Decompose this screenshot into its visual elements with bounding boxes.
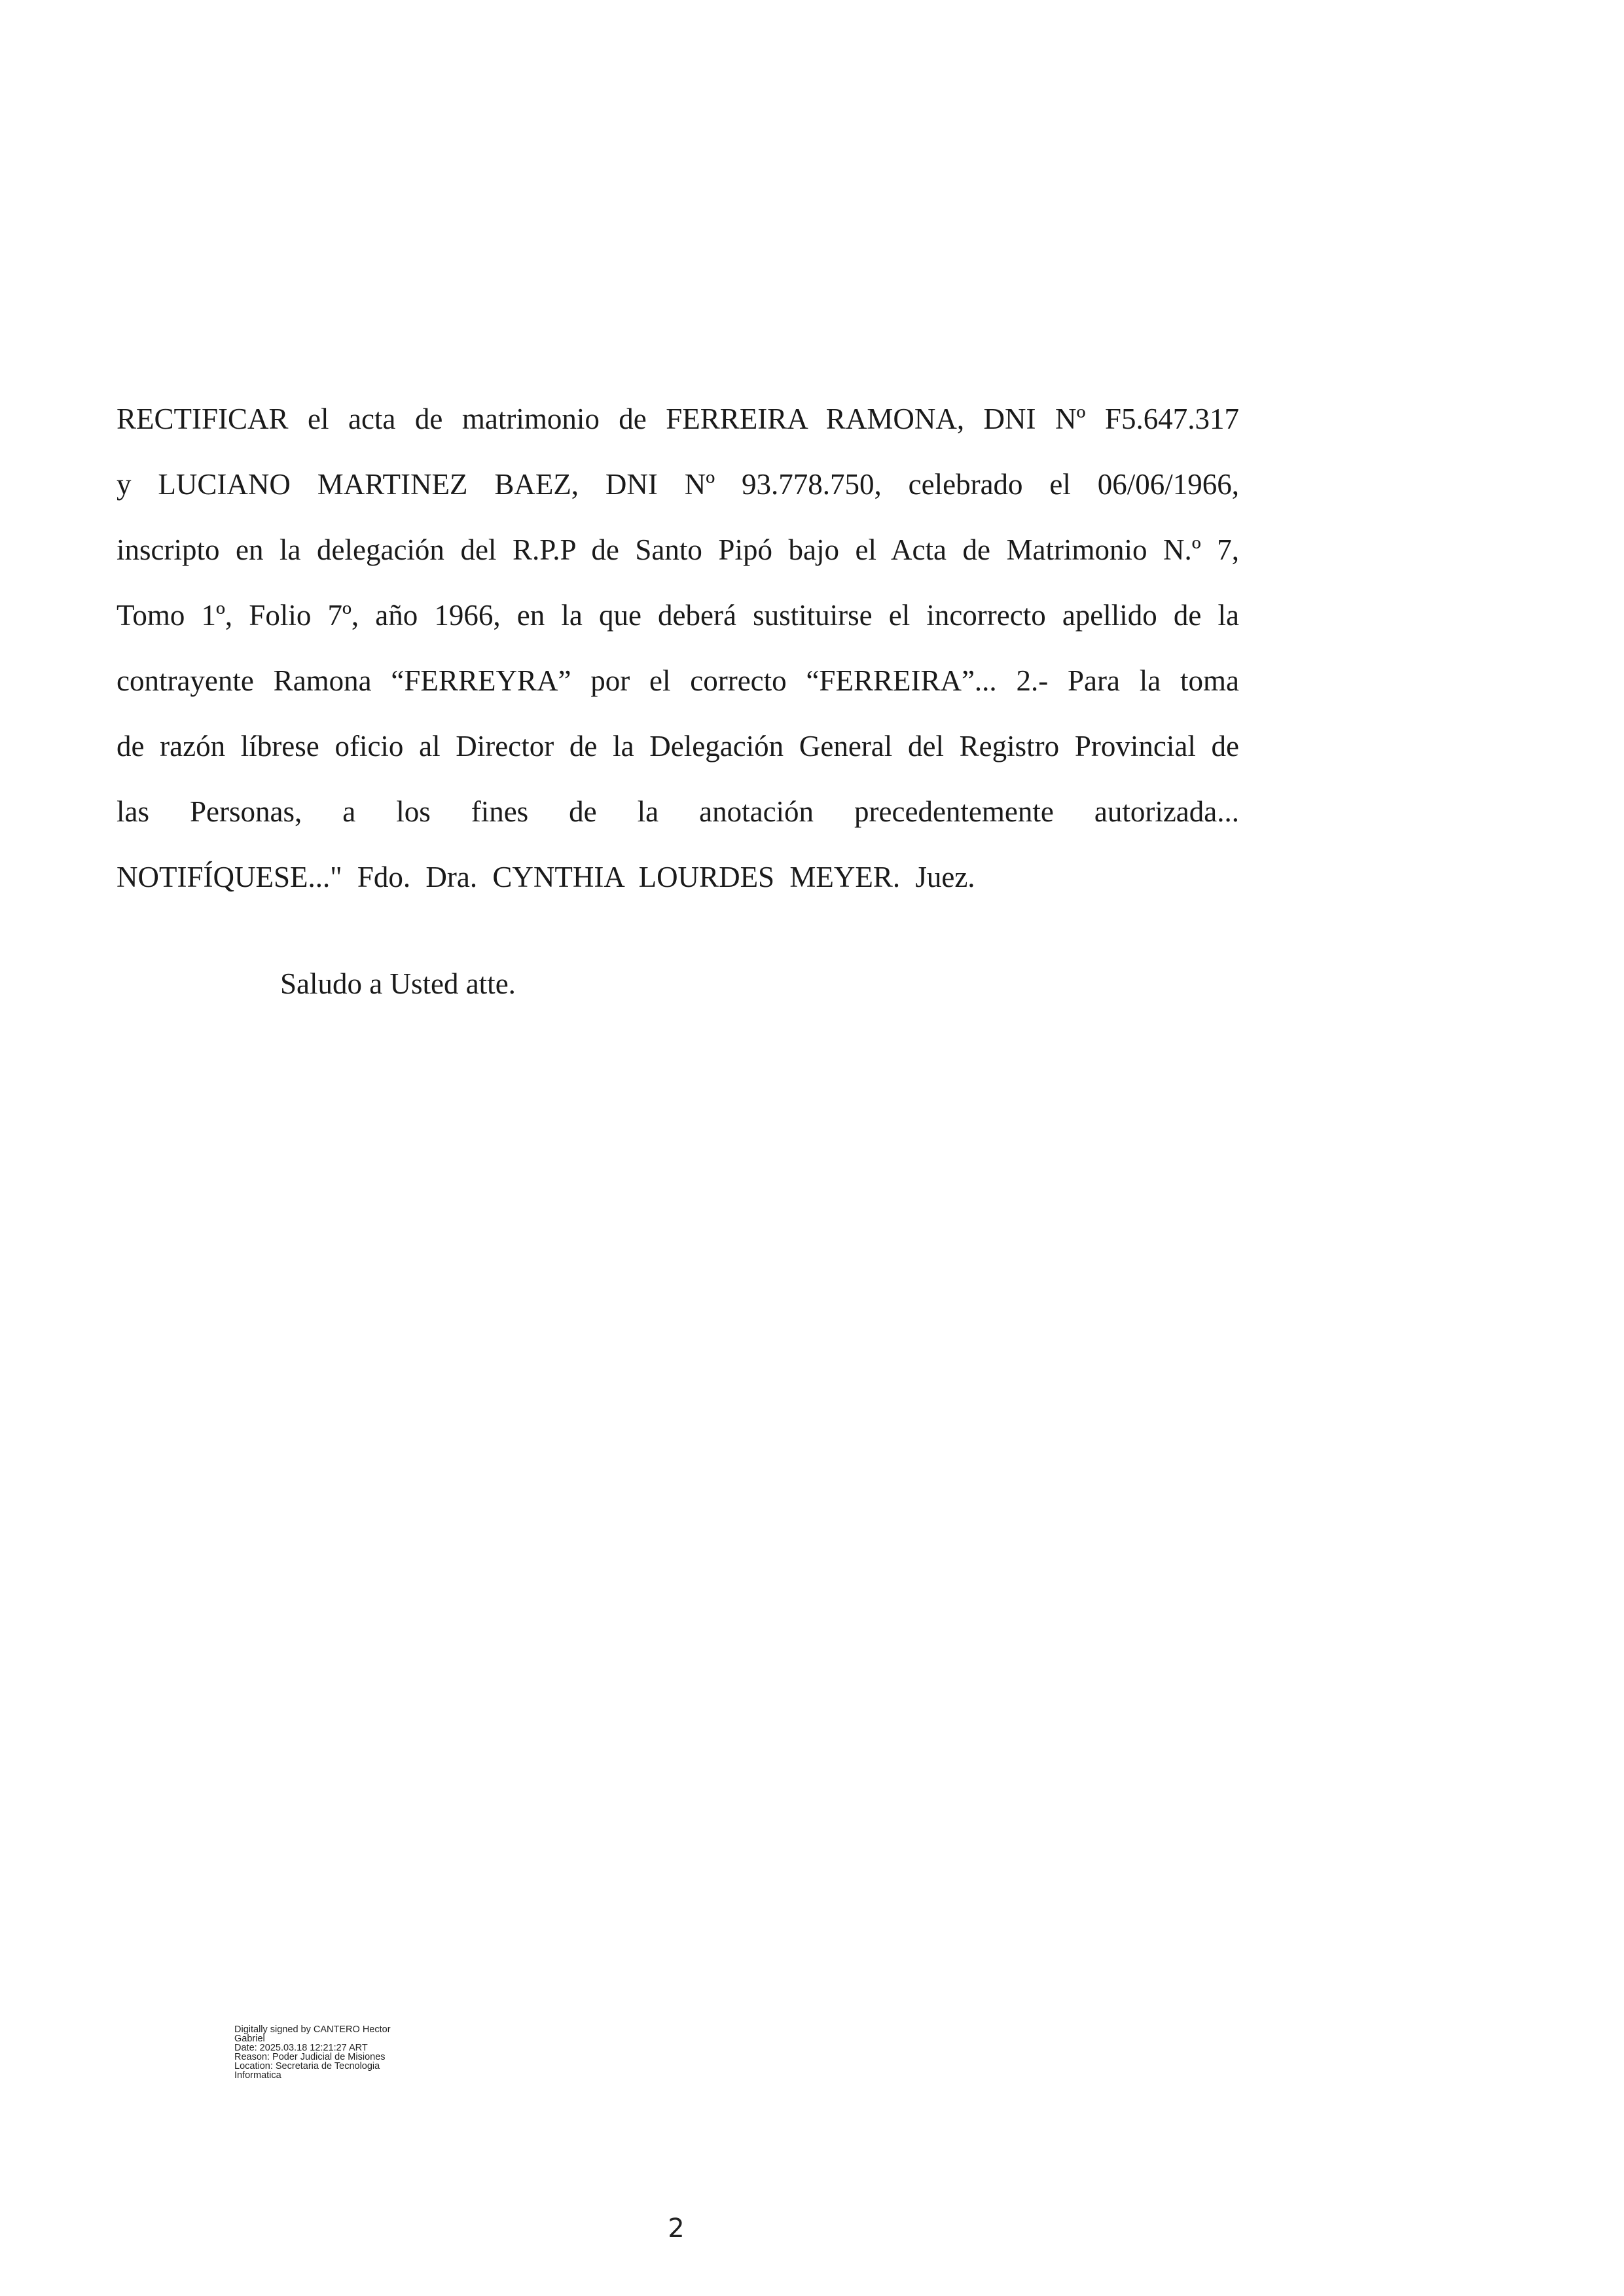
closing-salutation: Saludo a Usted atte. [280,967,516,1000]
body-line: NOTIFÍQUESE..." Fdo. Dra. CYNTHIA LOURDES MEYER. Juez. [117,861,975,893]
body-line: las Personas, a los fines de la anotación precedentemente autorizada... [117,795,1239,828]
signature-line: Date: 2025.03.18 12:21:27 ART [234,2043,368,2053]
body-line: RECTIFICAR el acta de matrimonio de FERREIRA RAMONA, DNI Nº F5.647.317 [117,403,1239,435]
body-line: Tomo 1º, Folio 7º, año 1966, en la que deberá sustituirse el incorrecto apellido de la [117,599,1239,632]
body-line: inscripto en la delegación del R.P.P de Santo Pipó bajo el Acta de Matrimonio N.º 7, [117,533,1239,566]
signature-line: Gabriel [234,2034,265,2044]
body-line: de razón líbrese oficio al Director de la Delegación General del Registro Provincial de [117,730,1239,762]
page-number: 2 [668,2214,685,2244]
signature-line: Location: Secretaria de Tecnologia [234,2061,380,2072]
body-line: contrayente Ramona “FERREYRA” por el correcto “FERREIRA”... 2.- Para la toma [117,664,1239,697]
signature-line: Informatica [234,2070,281,2081]
digital-signature-block [234,2025,450,2080]
resolution-text [117,386,1239,910]
signature-line: Digitally signed by CANTERO Hector [234,2024,391,2035]
body-line: y LUCIANO MARTINEZ BAEZ, DNI Nº 93.778.750, celebrado el 06/06/1966, [117,468,1239,501]
signature-line: Reason: Poder Judicial de Misiones [234,2052,386,2062]
